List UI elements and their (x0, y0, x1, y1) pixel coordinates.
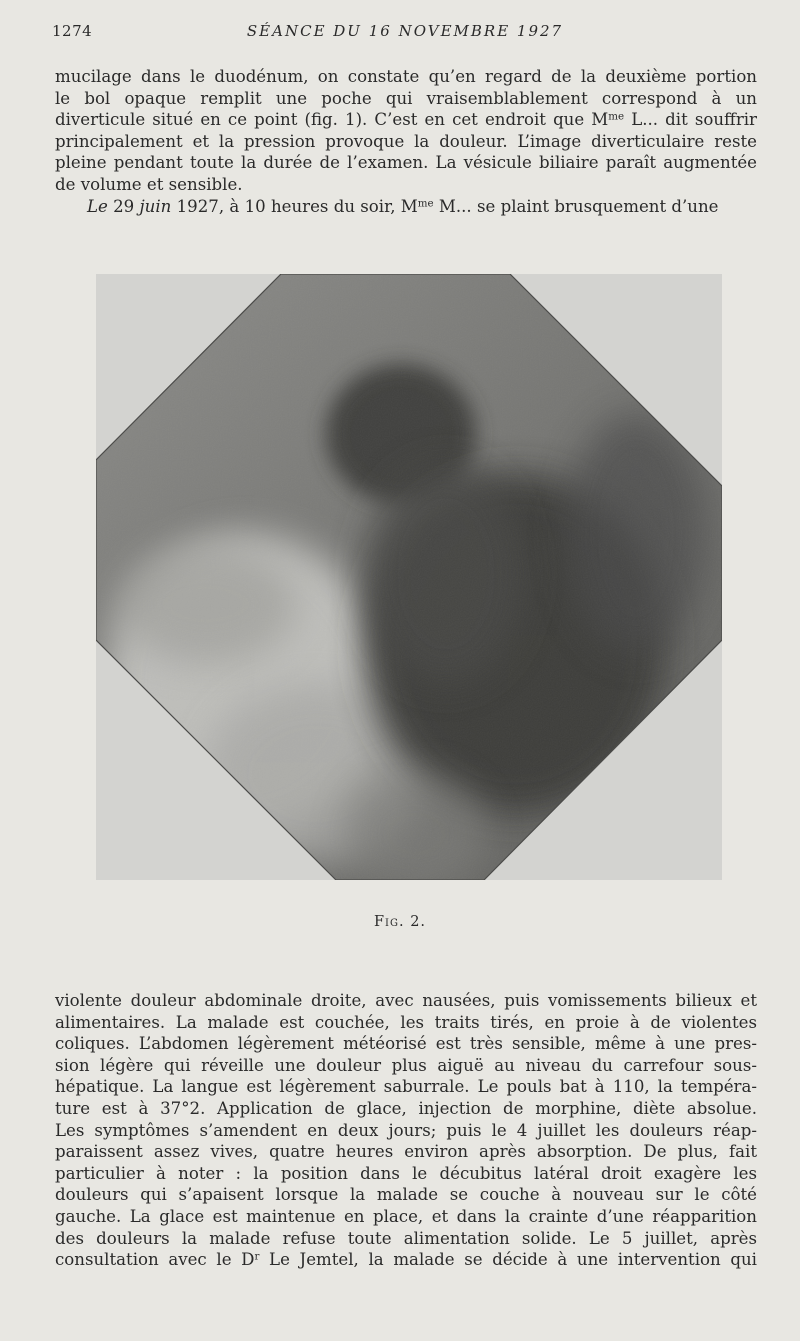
text-line: coliques. L’abdomen légèrement météorisé est très sensible, même à une pres- (55, 1034, 757, 1054)
text-line: diverticule situé en ce point (fig. 1). C’est en cet endroit que $M^{me}$ L... dit souffrir (55, 110, 757, 130)
text-line: pleine pendant toute la durée de l’examen. La vésicule biliaire paraît augmentée (55, 153, 757, 173)
text-line: consultation avec le $D^r$ Le Jemtel, la malade se décide à une intervention qui (55, 1250, 757, 1270)
text-line: ture est à 37°2. Application de glace, injection de morphine, diète absolue. (55, 1098, 757, 1118)
text-line: des douleurs la malade refuse toute alimentation solide. Le 5 juillet, après (55, 1228, 757, 1248)
text-line: douleurs qui s’apaisent lorsque la malade se couche à nouveau sur le côté (55, 1185, 757, 1205)
text-line: sion légère qui réveille une douleur plus aiguë au niveau du carrefour sous- (55, 1055, 757, 1075)
text-line: gauche. La glace est maintenue en place, et dans la crainte d’une réapparition (55, 1206, 757, 1226)
text-line: hépatique. La langue est légèrement saburrale. Le pouls bat à 110, la tempéra- (55, 1077, 757, 1097)
running-title: SÉANCE DU 16 NOVEMBRE 1927 (246, 22, 564, 40)
page-header (52, 22, 758, 44)
text-line: paraissent assez vives, quatre heures environ après absorption. De plus, fait (55, 1142, 757, 1162)
page-number: 1274 (52, 22, 93, 40)
paragraph-2: Le 29 juin 1927, à 10 heures du soir, $M^{me}$ M... se plaint brusquement d’une (87, 197, 719, 216)
text-line: violente douleur abdominale droite, avec nausées, puis vomissements bilieux et (55, 991, 757, 1010)
text-line: Les symptômes s’amendent en deux jours; puis le 4 juillet les douleurs réap- (55, 1120, 757, 1140)
text-line: mucilage dans le duodénum, on constate qu’en regard de la deuxième portion (55, 67, 757, 86)
paragraph-1 (55, 66, 757, 196)
text-line: principalement et la pression provoque la douleur. L’image diverticulaire reste (55, 131, 757, 151)
text-line: alimentaires. La malade est couchée, les traits tirés, en proie à de violentes (55, 1012, 757, 1032)
xray-image (96, 274, 722, 880)
text-line: de volume et sensible. (55, 174, 243, 194)
paragraph-3 (55, 990, 757, 1271)
text-line: particulier à noter : la position dans le décubitus latéral droit exagère les (55, 1163, 757, 1183)
radiograph-figure (96, 274, 722, 880)
text-line: le bol opaque remplit une poche qui vraisemblablement correspond à un (55, 88, 757, 108)
figure-caption: Fig. 2. (373, 914, 427, 930)
